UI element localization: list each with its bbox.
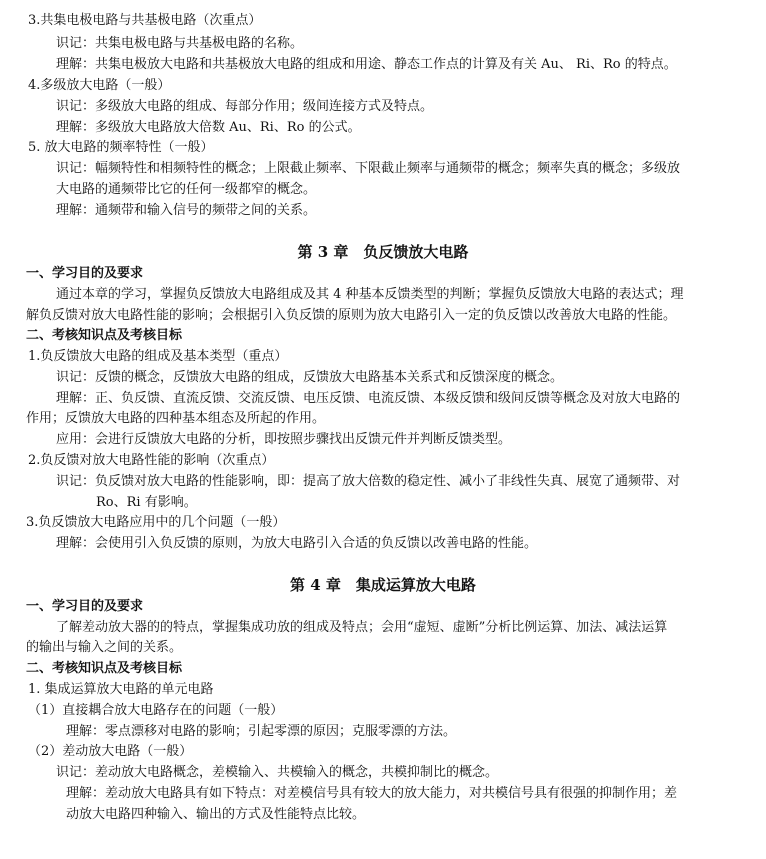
- section-heading: 3.负反馈放大电路应用中的几个问题（一般）: [26, 515, 286, 530]
- text-line: 的输出与输入之间的关系。: [26, 640, 183, 655]
- chapter-title: 第 3 章 负反馈放大电路: [297, 243, 469, 261]
- subsection-heading: 一、学习目的及要求: [26, 599, 144, 614]
- text-line: Ro、Ri 有影响。: [96, 495, 197, 510]
- subsection-heading: 二、考核知识点及考核目标: [26, 661, 183, 676]
- subsection-heading: 一、学习目的及要求: [26, 266, 144, 281]
- text-line: 识记：反馈的概念，反馈放大电路的组成，反馈放大电路基本关系式和反馈深度的概念。: [56, 370, 564, 385]
- text-line: 理解：共集电极放大电路和共基极放大电路的组成和用途、静态工作点的计算及有关 Au、 Ri、Ro 的特点。: [56, 57, 677, 72]
- text-line: 应用：会进行反馈放大电路的分析，即按照步骤找出反馈元件并判断反馈类型。: [56, 432, 512, 447]
- text-line: 识记：差动放大电路概念，差模输入、共模输入的概念，共模抑制比的概念。: [56, 765, 499, 780]
- text-line: 理解：差动放大电路具有如下特点：对差模信号具有较大的放大能力，对共模信号具有很强的抑制作用；差: [66, 786, 678, 801]
- text-line: 动放大电路四种输入、输出的方式及性能特点比较。: [66, 807, 366, 822]
- text-line: 大电路的通频带比它的任何一级都窄的概念。: [56, 182, 317, 197]
- text-line: 理解：零点漂移对电路的影响；引起零漂的原因；克服零漂的方法。: [66, 724, 457, 739]
- text-line: 作用；反馈放大电路的四种基本组态及所起的作用。: [26, 411, 326, 426]
- text-line: 理解：正、负反馈、直流反馈、交流反馈、电压反馈、电流反馈、本级反馈和级间反馈等概念及对放大电路的: [56, 391, 681, 406]
- section-heading: （2）差动放大电路（一般）: [28, 744, 193, 759]
- chapter-title: 第 4 章 集成运算放大电路: [290, 576, 476, 594]
- section-heading: 1. 集成运算放大电路的单元电路: [28, 682, 214, 697]
- section-heading: （1）直接耦合放大电路存在的问题（一般）: [28, 703, 284, 718]
- text-line: 解负反馈对放大电路性能的影响；会根据引入负反馈的原则为放大电路引入一定的负反馈以改善放大电路的性能。: [26, 308, 677, 323]
- section-heading: 2.负反馈对放大电路性能的影响（次重点）: [28, 453, 275, 468]
- section-heading: 1.负反馈放大电路的组成及基本类型（重点）: [28, 349, 288, 364]
- text-line: 理解：通频带和输入信号的频带之间的关系。: [56, 203, 317, 218]
- text-line: 识记：多级放大电路的组成、每部分作用；级间连接方式及特点。: [56, 99, 434, 114]
- text-line: 识记：负反馈对放大电路的性能影响，即：提高了放大倍数的稳定性、减小了非线性失真、展宽了通频带、对: [56, 474, 681, 489]
- text-line: 通过本章的学习，掌握负反馈放大电路组成及其 4 种基本反馈类型的判断；掌握负反馈放大电路的表达式；理: [56, 287, 684, 302]
- section-heading: 4.多级放大电路（一般）: [28, 78, 171, 93]
- subsection-heading: 二、考核知识点及考核目标: [26, 328, 183, 343]
- text-line: 识记：幅频特性和相频特性的概念；上限截止频率、下限截止频率与通频带的概念；频率失真的概念；多级放: [56, 161, 681, 176]
- text-line: 识记：共集电极电路与共基极电路的名称。: [56, 36, 304, 51]
- text-line: 理解：多级放大电路放大倍数 Au、Ri、Ro 的公式。: [56, 120, 361, 135]
- section-heading: 5. 放大电路的频率特性（一般）: [28, 140, 214, 155]
- text-line: 理解：会使用引入负反馈的原则，为放大电路引入合适的负反馈以改善电路的性能。: [56, 536, 538, 551]
- text-line: 了解差动放大器的的特点，掌握集成功放的组成及特点；会用“虚短、虚断”分析比例运算、加法、减法运算: [56, 620, 668, 635]
- section-heading: 3.共集电极电路与共基极电路（次重点）: [28, 13, 262, 28]
